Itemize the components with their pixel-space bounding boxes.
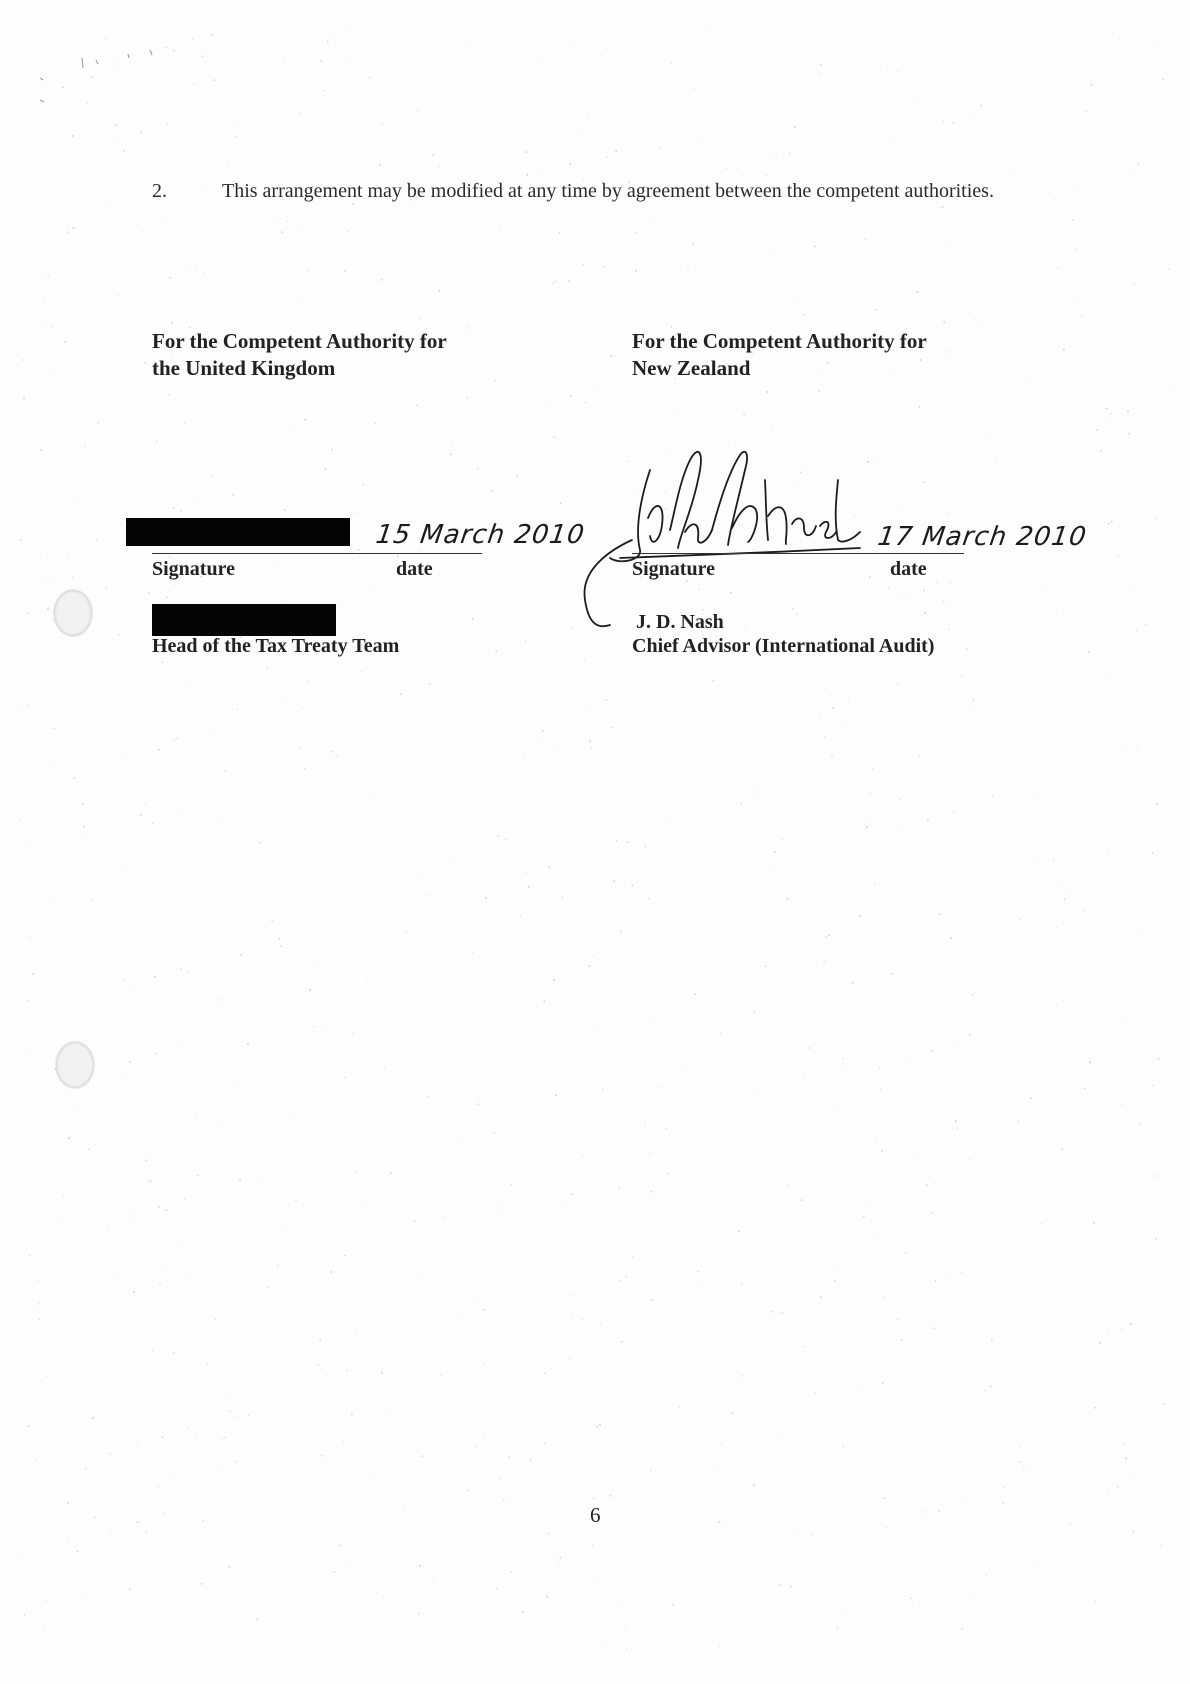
right-heading-line1: For the Competent Authority for <box>632 329 927 353</box>
left-heading-line2: the United Kingdom <box>152 356 336 380</box>
left-handwritten-date: 15 March 2010 <box>373 520 587 550</box>
left-signature-label: Signature <box>152 558 235 580</box>
left-heading-line1: For the Competent Authority for <box>152 329 447 353</box>
clause-number: 2. <box>152 180 167 202</box>
left-date-label: date <box>396 558 433 580</box>
right-signature-label: Signature <box>632 558 715 580</box>
clause-text: This arrangement may be modified at any time by agreement between the competent authorities. <box>222 180 994 202</box>
left-title: Head of the Tax Treaty Team <box>152 635 400 657</box>
redacted-name <box>152 604 336 636</box>
right-party-heading <box>632 328 1052 382</box>
left-party-heading <box>152 328 552 382</box>
right-signatory-name: J. D. Nash <box>636 611 724 633</box>
right-date-label: date <box>890 558 927 580</box>
redacted-signature <box>126 518 350 546</box>
right-handwritten-date: 17 March 2010 <box>875 522 1089 552</box>
clause-2 <box>152 178 1012 204</box>
left-signature-line <box>152 553 482 554</box>
handwritten-signature <box>580 440 920 640</box>
right-signature-line <box>632 553 964 554</box>
page-number: 6 <box>590 1503 601 1527</box>
punch-hole-bottom <box>56 1042 94 1088</box>
punch-hole-top <box>54 590 92 636</box>
right-title: Chief Advisor (International Audit) <box>632 635 935 657</box>
right-heading-line2: New Zealand <box>632 356 751 380</box>
